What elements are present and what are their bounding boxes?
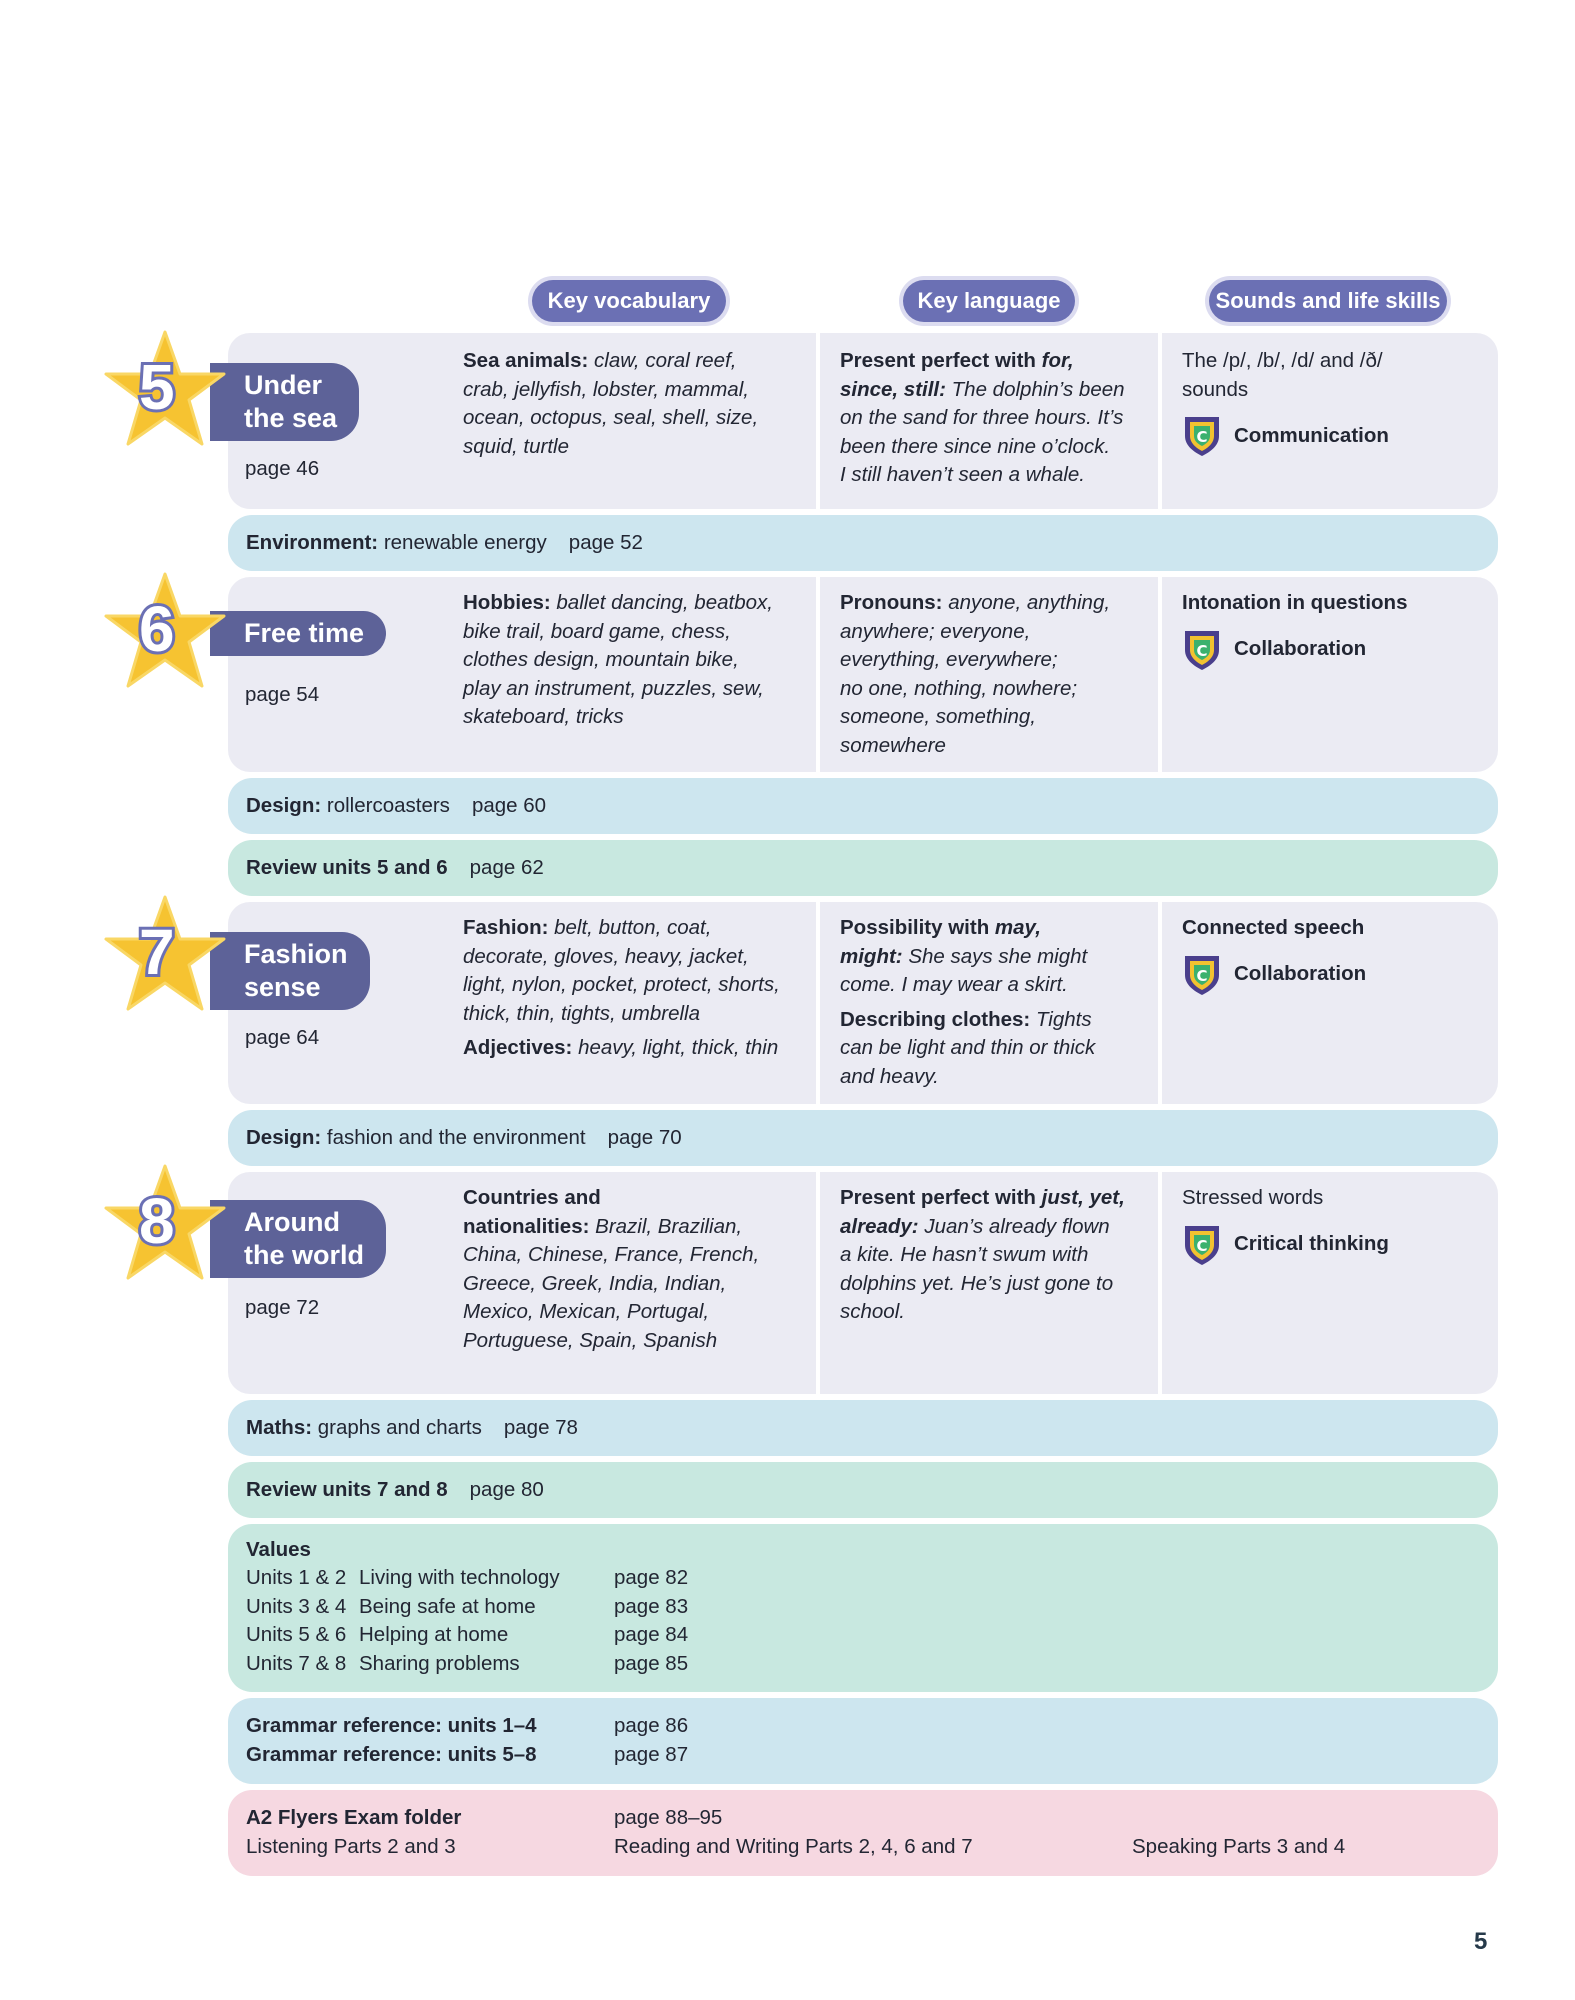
- unit-title: Around the world: [210, 1200, 386, 1278]
- values-title: Values: [246, 1538, 311, 1561]
- cross-curricular-environment: Environment: renewable energy page 52: [228, 515, 1498, 571]
- svg-text:C: C: [1196, 428, 1208, 446]
- grammar-reference-row: Grammar reference: units 1–4: [246, 1714, 537, 1737]
- page-number: 5: [1474, 1928, 1488, 1955]
- exam-listening: Listening Parts 2 and 3: [246, 1834, 456, 1858]
- unit-row-8: [228, 1172, 1498, 1394]
- values-row: Units 5 & 6: [246, 1623, 347, 1646]
- cross-curricular-maths: Maths: graphs and charts page 78: [228, 1400, 1498, 1456]
- exam-folder-title: A2 Flyers Exam folder: [246, 1806, 462, 1829]
- shield-c-icon: [1182, 414, 1222, 458]
- unit-page: page 72: [245, 1296, 320, 1319]
- unit-page: page 64: [245, 1026, 320, 1049]
- exam-reading-writing: Reading and Writing Parts 2, 4, 6 and 7: [614, 1834, 973, 1858]
- header-key-vocabulary: Key vocabulary: [532, 280, 726, 322]
- review-units-7-8: Review units 7 and 8 page 80: [228, 1462, 1498, 1518]
- life-skill-label: Collaboration: [1234, 637, 1367, 661]
- exam-folder-section: A2 Flyers Exam folder page 88–95 Listening Parts 2 and 3 Reading and Writing Parts 2, 4, 6 and 7 Speaking Parts 3 and 4: [228, 1790, 1498, 1876]
- shield-c-icon: [1182, 628, 1222, 672]
- shield-c-icon: [1182, 1223, 1222, 1267]
- values-section: Values Units 1 & 2 Living with technology page 82 Units 3 & 4 Being safe at home page 83 Units 5 & 6 Helping at home page 84 Units 7 & 8 Sharing problems page 85: [228, 1524, 1498, 1692]
- header-sounds-life-skills: Sounds and life skills: [1209, 280, 1447, 322]
- values-row: Units 7 & 8: [246, 1651, 347, 1675]
- key-vocabulary-cell: Countries and nationalities: Brazil, Brazilian, China, Chinese, France, French, Greece, Greek, India, Indian, Mexico, Mexican, Portugal, Portuguese, Spain, Spanish: [463, 1186, 760, 1352]
- values-row: Units 1 & 2: [246, 1566, 347, 1589]
- key-vocabulary-cell: Fashion: belt, button, coat, decorate, gloves, heavy, jacket, light, nylon, pocket, protect, shorts, thick, thin, tights, umbrella Adjectives: heavy, light, thick, thin: [463, 916, 780, 1059]
- unit-title: Free time: [210, 611, 386, 656]
- cross-curricular-design: Design: rollercoasters page 60: [228, 778, 1498, 834]
- key-language-cell: Present perfect with for, since, still: The dolphin’s been on the sand for three hours. It’s been there since nine o’clock. I still haven’t seen a whale.: [840, 349, 1125, 486]
- unit-number-8: 8: [139, 1185, 175, 1257]
- sounds-skills-cell: Stressed words C Critical thinking: [1182, 1184, 1389, 1267]
- svg-text:C: C: [1196, 966, 1208, 985]
- unit-title: Fashion sense: [210, 932, 370, 1010]
- key-vocabulary-cell: Hobbies: ballet dancing, beatbox, bike trail, board game, chess, clothes design, mountain bike, play an instrument, puzzles, sew, skateboard, tricks: [463, 591, 773, 728]
- unit-row-6: [228, 577, 1498, 772]
- key-language-cell: Present perfect with just, yet, already: Juan’s already flown a kite. He hasn’t swum with dolphins yet. He’s just gone to school.: [840, 1186, 1125, 1323]
- key-language-cell: Possibility with may, might: She says she might come. I may wear a skirt. Describing clothes: Tights can be light and thin or thick and heavy.: [840, 916, 1096, 1088]
- unit-number-6: 6: [139, 593, 175, 665]
- values-row: Units 3 & 4: [246, 1594, 347, 1618]
- key-vocabulary-cell: Sea animals: claw, coral reef, crab, jellyfish, lobster, mammal, ocean, octopus, seal, shell, size, squid, turtle: [463, 349, 759, 458]
- sounds-skills-cell: The /p/, /b/, /d/ and /ð/ sounds C Communication: [1182, 347, 1389, 458]
- life-skill-label: Communication: [1234, 423, 1389, 447]
- unit-row-5: [228, 333, 1498, 509]
- key-language-cell: Pronouns: anyone, anything, anywhere; everyone, everything, everywhere; no one, nothing, nowhere; someone, something, somewhere: [840, 591, 1111, 757]
- life-skill-label: Collaboration: [1234, 962, 1367, 986]
- grammar-reference-section: Grammar reference: units 1–4 page 86 Grammar reference: units 5–8 page 87: [228, 1698, 1498, 1784]
- review-units-5-6: Review units 5 and 6 page 62: [228, 840, 1498, 896]
- grammar-reference-row: Grammar reference: units 5–8: [246, 1742, 537, 1766]
- header-key-language: Key language: [903, 280, 1075, 322]
- cross-curricular-design: Design: fashion and the environment page 70: [228, 1110, 1498, 1166]
- unit-page: page 46: [245, 457, 320, 480]
- svg-text:C: C: [1196, 641, 1208, 660]
- unit-row-7: [228, 902, 1498, 1104]
- shield-c-icon: [1182, 953, 1222, 997]
- unit-page: page 54: [245, 683, 320, 706]
- sounds-skills-cell: Intonation in questions C Collaboration: [1182, 589, 1407, 672]
- life-skill-label: Critical thinking: [1234, 1232, 1389, 1256]
- svg-text:C: C: [1196, 1236, 1208, 1255]
- sounds-skills-cell: Connected speech C Collaboration: [1182, 914, 1366, 997]
- unit-title: Under the sea: [210, 363, 359, 441]
- unit-number-5: 5: [139, 351, 175, 423]
- exam-speaking: Speaking Parts 3 and 4: [1132, 1834, 1346, 1858]
- unit-number-7: 7: [139, 916, 175, 988]
